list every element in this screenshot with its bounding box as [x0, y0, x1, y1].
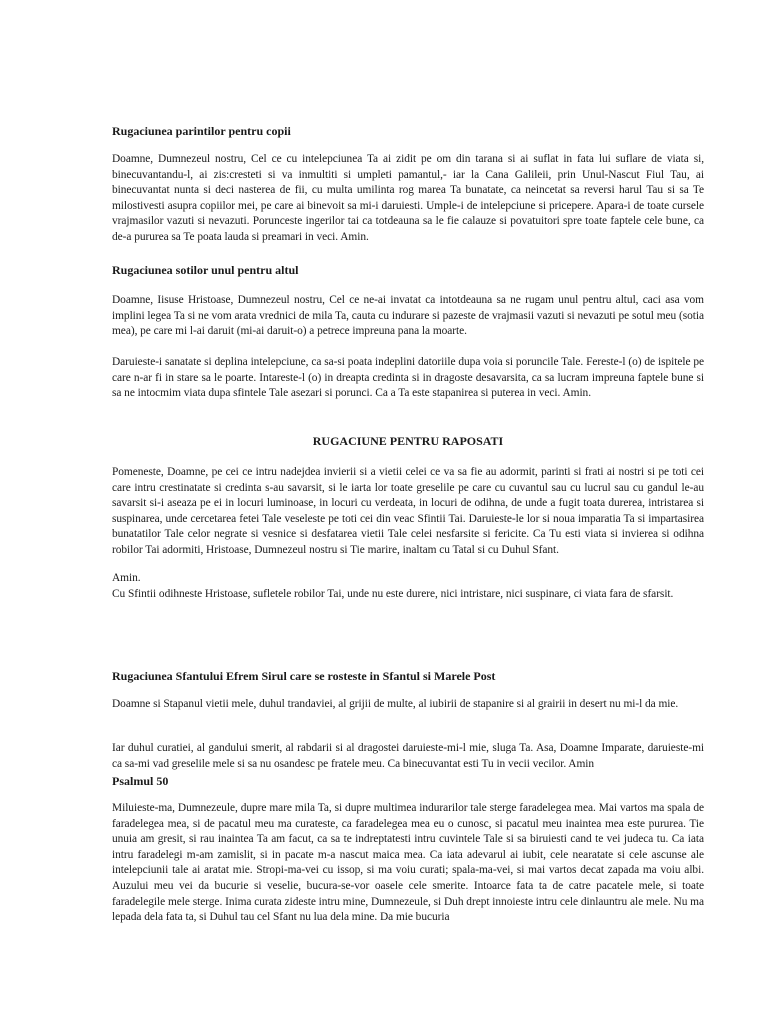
prayer-title-psalm-50: Psalmul 50 — [112, 774, 169, 788]
prayer-paragraph: Iar duhul curatiei, al gandului smerit, al rabdarii si al dragostei daruieste-mi-l mie, sluga Ta. Asa, Doamne Imparate, daruieste-mi ca sa-mi vad greselile mele si sa nu osandesc pe fratele meu. Ca binecuvantat esti Tu in vecii vecilor. Amin — [112, 742, 704, 770]
prayer-title-parents-for-children: Rugaciunea parintilor pentru copii — [112, 124, 291, 138]
prayer-paragraph: Cu Sfintii odihneste Hristoase, sufletele robilor Tai, unde nu este durere, nici intristare, nici suspinare, ci viata fara de sfarsit. — [112, 588, 674, 600]
prayer-paragraph: Doamne, Iisuse Hristoase, Dumnezeul nostru, Cel ce ne-ai invatat ca intotdeauna sa ne rugam unul pentru altul, caci asa vom implini legea Ta si ne vom arata vrednici de mila Ta, cauta cu indurare si pazeste de vrajmasii vazuti si nevazuti pe sotul meu (sotia mea), pe care mi l-ai daruit (mi-ai daruit-o) a petrece impreuna pana la moarte. — [112, 294, 704, 338]
prayer-title-spouses: Rugaciunea sotilor unul pentru altul — [112, 263, 299, 277]
prayer-paragraph: Pomeneste, Doamne, pe cei ce intru nadejdea invierii si a vietii celei ce va sa fie au adormit, parinti si frati ai nostri si pe toti cei care intru crestinatate si credinta s-au savarsit, si le iarta lor toate greselile pe care cu cuvantul sau cu lucrul sau cu gandul le-au savarsit si-i aseaza pe ei in locuri luminoase, in locuri cu verdeata, in locuri de odihna, de unde a fugit toata durerea, intristarea si suspinarea, unde cercetarea fetei Tale veseleste pe toti cei din veac Sfintii Tai. Daruieste-le lor si noua imparatia Ta si impartasirea bunatatilor Tale celor negrate si vesnice si desfatarea vietii Tale celei nesfarsite si fericite. Ca Tu esti viata si invierea si odihna robilor Tai adormiti, Hristoase, Dumnezeul nostru si Tie marire, inaltam cu Tatal si cu Duhul Sfant. — [112, 466, 704, 556]
prayer-title-departed: RUGACIUNE PENTRU RAPOSATI — [312, 434, 504, 448]
prayer-title-saint-ephrem: Rugaciunea Sfantului Efrem Sirul care se rosteste in Sfantul si Marele Post — [112, 669, 496, 683]
prayer-paragraph: Doamne si Stapanul vietii mele, duhul trandaviei, al grijii de multe, al iubirii de stapanire si al grairii in desert nu mi-l da mie. — [112, 698, 679, 710]
prayer-paragraph: Doamne, Dumnezeul nostru, Cel ce cu intelepciunea Ta ai zidit pe om din tarana si ai suflat in fata lui suflare de viata si, binecuvantandu-l, ai zis:cresteti si va inmultiti si umpleti pamantul,- iar la Cana Galileii, prin Unul-Nascut Fiul Tau, ai binecuvantat nunta si deci nasterea de fii, cu multa umilinta rog marea Ta bunatate, ca neincetat sa reversi harul Tau si sa Te milostivesti asupra copiilor mei, pe care ai binevoit sa mi-i daruiesti. Umple-i de intelepciune si pricepere. Apara-i de toate cursele vrajmasilor vazuti si nevazuti. Porunceste ingerilor tai ca totdeauna sa le fie calauze si povatuitori spre toate faptele cele bune, ca de-a pururea sa Te poata lauda si preamari in veci. Amin. — [112, 153, 704, 243]
prayer-paragraph: Daruieste-i sanatate si deplina intelepciune, ca sa-si poata indeplini datoriile dupa voia si poruncile Tale. Fereste-l (o) de ispitele pe care n-ar fi in stare sa le poarte. Intareste-l (o) in dreapta credinta si in dragoste desavarsita, ca sa lucram impreuna faptele bune si sa ne intocmim viata dupa sfintele Tale asezari si porunci. Ca a Ta este stapanirea si puterea in veci. Amin. — [112, 356, 704, 400]
prayer-amen-line: Amin. — [112, 572, 141, 584]
prayer-paragraph: Miluieste-ma, Dumnezeule, dupre mare mila Ta, si dupre multimea indurarilor tale sterge faradelegea mea. Mai vartos ma spala de faradelegea mea, si de pacatul meu ma curateste, ca faradelegea mea eu o cunosc, si pacatul meu inaintea mea este pururea. Tie unuia am gresit, si rau inaintea Ta am facut, ca sa te indreptatesti intru cuvintele Tale si sa biruiesti cand te vei judeca tu. Ca iata intru faradelegi m-am zamislit, si in pacate m-a nascut maica mea. Ca iata adevarul ai iubit, cele nearatate si cele ascunse ale intelepciunii tale ai aratat mie. Stropi-ma-vei cu issop, si ma voiu curati; spala-ma-vei, si mai vartos decat zapada ma voiu albi. Auzului meu vei da bucurie si veselie, bucura-se-vor oasele cele smerite. Intoarce fata ta de catre pacatele mele, si toate faradelegile mele sterge. Inima curata zideste intru mine, Dumnezeule, si Duh drept innoieste intru cele dinlauntru ale mele. Nu ma lepada dela fata ta, si Duhul tau cel Sfant nu lua dela mine. Da mie bucuria — [112, 802, 704, 924]
